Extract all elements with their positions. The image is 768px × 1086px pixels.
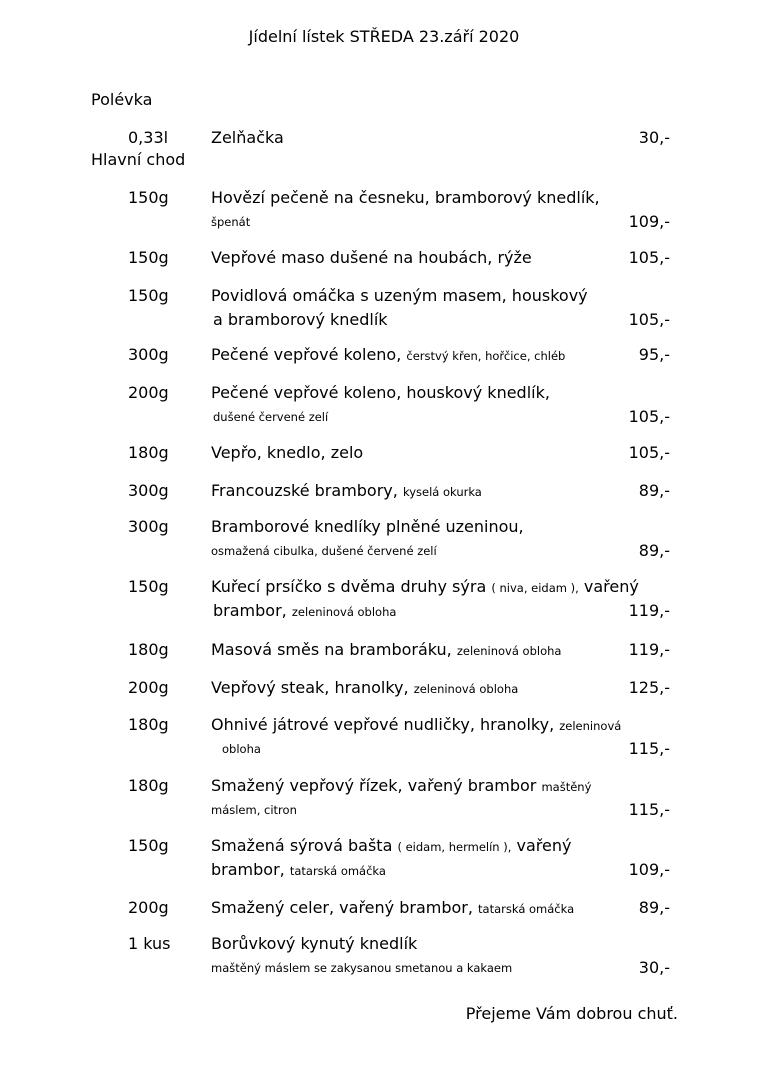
item-price: 105,- <box>628 248 670 267</box>
item-price: 115,- <box>628 800 670 819</box>
item-quantity: 300g <box>128 517 169 536</box>
item-description: zeleninová obloha <box>456 644 562 658</box>
item-name: Pečené vepřové koleno, houskový knedlík, <box>211 383 550 402</box>
item-description: špenát <box>211 215 251 229</box>
menu-item <box>0 836 768 896</box>
item-description-continued: obloha <box>222 742 261 756</box>
item-name: Pečené vepřové koleno, čerstvý křen, hořčice, chléb <box>211 345 566 364</box>
item-price: 89,- <box>638 481 670 500</box>
item-price: 115,- <box>628 739 670 758</box>
item-quantity: 180g <box>128 640 169 659</box>
item-name: Vepřový steak, hranolky, zeleninová obloha <box>211 678 519 697</box>
menu-title: Jídelní lístek STŘEDA 23.září 2020 <box>248 27 520 46</box>
item-price: 105,- <box>628 407 670 426</box>
item-price: 105,- <box>628 310 670 329</box>
item-name: Vepřo, knedlo, zelo <box>211 443 364 462</box>
item-note: ( niva, eidam ), <box>491 581 579 595</box>
item-description: maštěný <box>541 780 592 794</box>
item-quantity: 150g <box>128 286 169 305</box>
item-description: brambor, tatarská omáčka <box>211 860 386 879</box>
item-name: Povidlová omáčka s uzeným masem, houskový <box>211 286 588 305</box>
item-name: Bramborové knedlíky plněné uzeninou, <box>211 517 524 536</box>
footer-greeting: Přejeme Vám dobrou chuť. <box>465 1004 678 1023</box>
item-price: 119,- <box>628 640 670 659</box>
item-name: Smažený vepřový řízek, vařený brambor maštěný <box>211 776 592 795</box>
item-name: Francouzské brambory, kyselá okurka <box>211 481 482 500</box>
item-name: Smažený celer, vařený brambor, tatarská omáčka <box>211 898 575 917</box>
item-description: kyselá okurka <box>402 485 482 499</box>
item-description: dušené červené zelí <box>213 410 329 424</box>
item-name-continued: a bramborový knedlík <box>213 310 388 329</box>
menu-item <box>0 383 768 443</box>
item-price: 89,- <box>638 898 670 917</box>
item-description: maštěný máslem se zakysanou smetanou a kakaem <box>211 961 513 975</box>
menu-item <box>0 715 768 775</box>
item-quantity: 150g <box>128 188 169 207</box>
item-name: Masová směs na bramboráku, zeleninová obloha <box>211 640 562 659</box>
item-quantity: 150g <box>128 836 169 855</box>
item-price: 30,- <box>638 128 670 147</box>
item-quantity: 300g <box>128 481 169 500</box>
item-name: Smažená sýrová bašta ( eidam, hermelín ), vařený <box>211 836 572 855</box>
item-name: Kuřecí prsíčko s dvěma druhy sýra ( niva, eidam ), vařený <box>211 577 639 596</box>
item-price: 125,- <box>628 678 670 697</box>
menu-item <box>0 517 768 577</box>
item-quantity: 300g <box>128 345 169 364</box>
item-quantity: 180g <box>128 715 169 734</box>
item-note: ( eidam, hermelín ), <box>397 840 512 854</box>
item-price: 89,- <box>638 541 670 560</box>
item-name: Borůvkový kynutý knedlík <box>211 934 418 953</box>
item-name: Ohnivé játrové vepřové nudličky, hranolky, zeleninová <box>211 715 622 734</box>
section-heading-soup: Polévka <box>91 90 153 109</box>
item-name: Zelňačka <box>211 128 284 147</box>
section-heading-main: Hlavní chod <box>91 150 186 169</box>
item-quantity: 180g <box>128 443 169 462</box>
item-quantity: 180g <box>128 776 169 795</box>
menu-item <box>0 577 768 637</box>
menu-item <box>0 776 768 836</box>
item-quantity: 150g <box>128 248 169 267</box>
item-name: Vepřové maso dušené na houbách, rýže <box>211 248 532 267</box>
menu-item <box>0 934 768 994</box>
item-description: čerstvý křen, hořčice, chléb <box>406 349 566 363</box>
item-quantity: 200g <box>128 383 169 402</box>
menu-item <box>0 188 768 248</box>
item-price: 30,- <box>638 958 670 977</box>
item-description: osmažená cibulka, dušené červené zelí <box>211 544 437 558</box>
menu-item <box>0 286 768 346</box>
item-quantity: 200g <box>128 678 169 697</box>
item-description: brambor, zeleninová obloha <box>213 601 397 620</box>
item-description-continued: máslem, citron <box>211 803 297 817</box>
item-price: 119,- <box>628 601 670 620</box>
item-quantity: 150g <box>128 577 169 596</box>
item-quantity: 200g <box>128 898 169 917</box>
item-name: Hovězí pečeně na česneku, bramborový knedlík, <box>211 188 600 207</box>
item-description: zeleninová <box>559 719 622 733</box>
item-quantity: 0,33l <box>128 128 169 147</box>
item-price: 109,- <box>628 212 670 231</box>
item-price: 105,- <box>628 443 670 462</box>
item-price: 95,- <box>638 345 670 364</box>
item-description: tatarská omáčka <box>478 902 575 916</box>
item-price: 109,- <box>628 860 670 879</box>
item-description: zeleninová obloha <box>413 682 519 696</box>
item-quantity: 1 kus <box>128 934 171 953</box>
